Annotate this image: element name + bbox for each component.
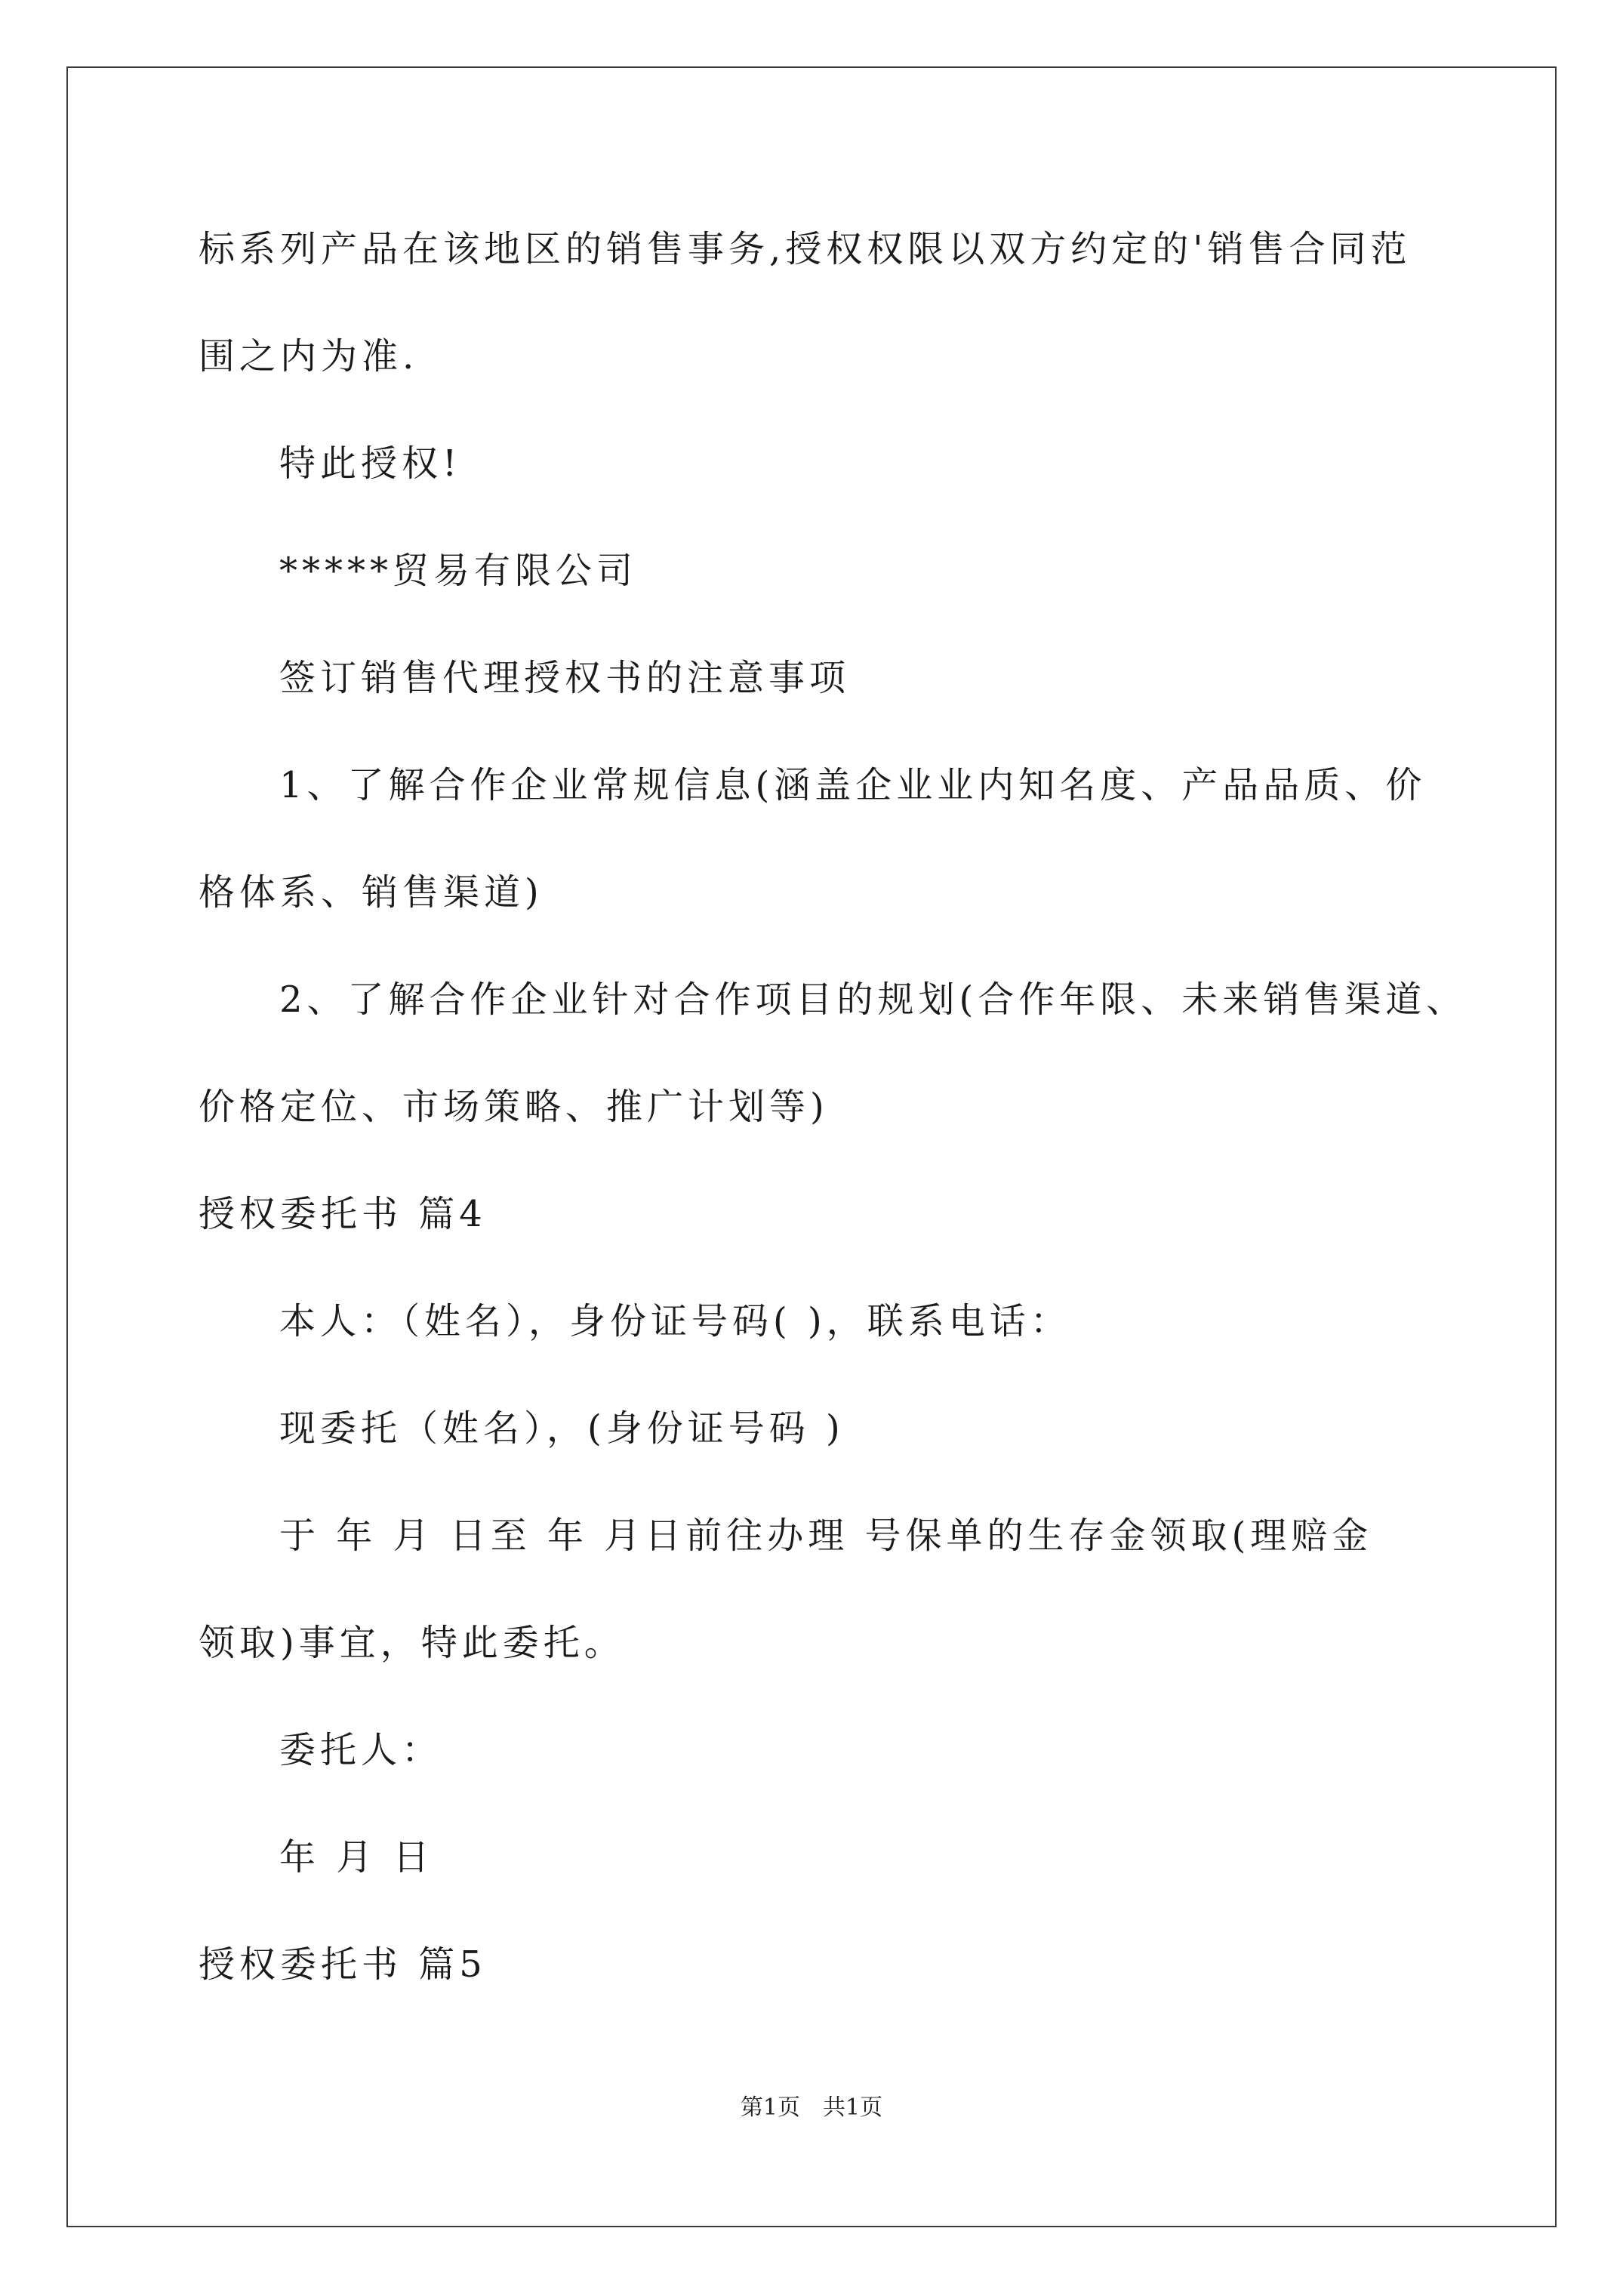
body-text-line-1: 标系列产品在该地区的销售事务,授权权限以双方约定的'销售合同范 [199,228,1412,270]
signatory-label: 委托人： [279,1729,443,1771]
principal-line: 本人：（姓名），身份证号码( )，联系电话： [279,1300,1071,1342]
body-text-line-2: 围之内为准. [199,335,419,378]
section-title-5: 授权委托书 篇5 [199,1943,487,1986]
list-item-2-line-1: 2、了解合作企业针对合作项目的规划(合作年限、未来销售渠道、 [279,978,1467,1021]
section-heading: 签订销售代理授权书的注意事项 [279,657,851,699]
page-footer: 第1页 共1页 [740,2094,883,2121]
list-item-1-line-2: 格体系、销售渠道) [199,871,544,914]
section-title-4: 授权委托书 篇4 [199,1193,487,1235]
page-border [66,66,1557,2227]
agent-line: 现委托（姓名），(身份证号码 ) [279,1407,845,1450]
list-item-2-line-2: 价格定位、市场策略、推广计划等) [199,1086,829,1128]
date-line: 年 月 日 [279,1836,434,1878]
period-line-1: 于 年 月 日至 年 月日前往办理 号保单的生存金领取(理赔金 [279,1515,1373,1557]
period-line-2: 领取)事宜，特此委托。 [199,1622,625,1664]
company-name: *****贸易有限公司 [279,550,638,592]
list-item-1-line-1: 1、了解合作企业常规信息(涵盖企业业内知名度、产品品质、价 [279,764,1427,806]
body-text-line-3: 特此授权! [279,442,462,485]
